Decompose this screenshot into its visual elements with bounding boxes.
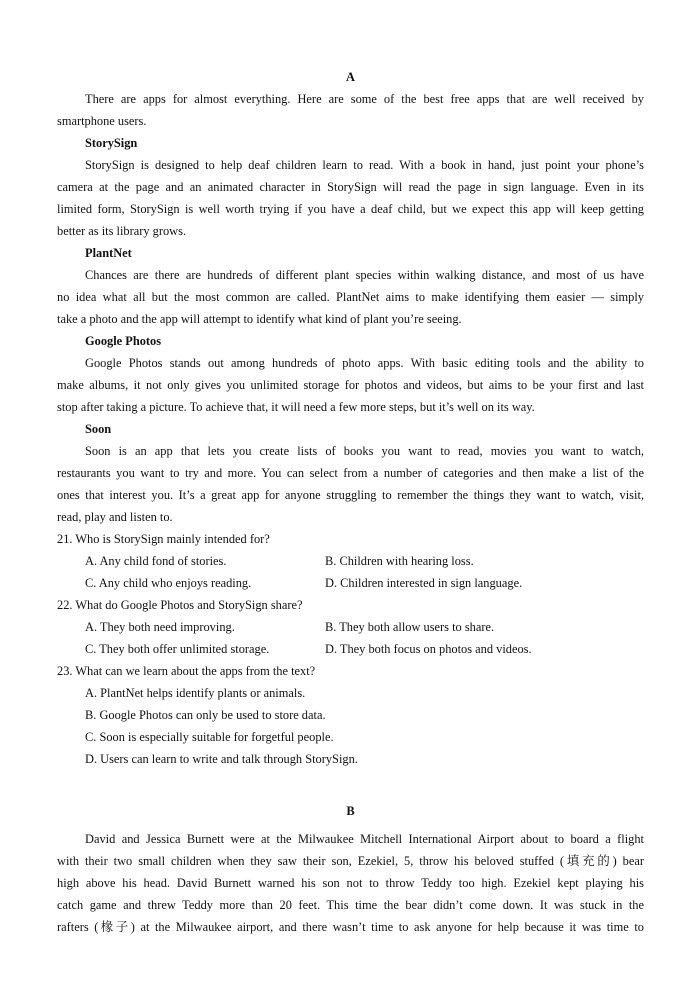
paragraph-line: restaurants you want to try and more. You can select from a number of categories and then make a list of the	[57, 466, 644, 480]
question-21-stem: 21. Who is StorySign mainly intended for?	[57, 532, 270, 546]
question-22-options-row	[57, 638, 644, 660]
question-21-options-row	[57, 550, 644, 572]
paragraph-line: stop after taking a picture. To achieve that, it will need a few more steps, but it’s well on its way.	[57, 400, 535, 414]
paragraph-line: Chances are there are hundreds of different plant species within walking distance, and most of us have	[85, 268, 644, 282]
paragraph-line: limited form, StorySign is well worth trying if you have a deaf child, but we expect this app will keep getting	[57, 202, 644, 216]
document-page	[57, 66, 644, 938]
question-22-stem: 22. What do Google Photos and StorySign share?	[57, 598, 303, 612]
section-a-heading: A	[346, 70, 355, 84]
question-21-options-row	[57, 572, 644, 594]
paragraph-line: StorySign is designed to help deaf children learn to read. With a book in hand, just point your phone’s	[85, 158, 644, 172]
paragraph-line: better as its library grows.	[57, 224, 187, 238]
option-b: B. They both allow users to share.	[325, 620, 495, 634]
intro-line: There are apps for almost everything. Here are some of the best free apps that are well received by	[85, 92, 644, 106]
app-title-soon: Soon	[85, 422, 112, 436]
option-d: D. Children interested in sign language.	[325, 576, 523, 590]
paragraph-line: make albums, it not only gives you unlimited storage for photos and videos, but aims to be your first and last	[57, 378, 644, 392]
option-c: C. They both offer unlimited storage.	[85, 642, 270, 656]
paragraph-line: read, play and listen to.	[57, 510, 173, 524]
option-a: A. They both need improving.	[85, 620, 235, 634]
paragraph-line: David and Jessica Burnett were at the Milwaukee Mitchell International Airport about to board a flight	[85, 832, 644, 846]
option-d: D. They both focus on photos and videos.	[325, 642, 532, 656]
paragraph-line: no idea what all but the most common are called. PlantNet aims to make identifying them easier — simply	[57, 290, 644, 304]
app-title-google-photos: Google Photos	[85, 334, 162, 348]
option-a: A. PlantNet helps identify plants or animals.	[85, 686, 306, 700]
intro-line: smartphone users.	[57, 114, 147, 128]
paragraph-line: take a photo and the app will attempt to identify what kind of plant you’re seeing.	[57, 312, 462, 326]
app-title-storysign: StorySign	[85, 136, 138, 150]
paragraph-line: rafters (椽子) at the Milwaukee airport, and there wasn’t time to ask anyone for help because it was time to	[57, 920, 644, 934]
option-c: C. Any child who enjoys reading.	[85, 576, 252, 590]
question-22-options-row	[57, 616, 644, 638]
option-b: B. Google Photos can only be used to store data.	[85, 708, 326, 722]
option-b: B. Children with hearing loss.	[325, 554, 474, 568]
paragraph-line: Google Photos stands out among hundreds of photo apps. With basic editing tools and the ability to	[85, 356, 644, 370]
option-a: A. Any child fond of stories.	[85, 554, 227, 568]
paragraph-line: with their two small children when they saw their son, Ezekiel, 5, throw his beloved stuffed (填充的) bear	[57, 854, 644, 868]
paragraph-line: ones that interest you. It’s a great app for anyone struggling to remember the things they want to watch, visit,	[57, 488, 644, 502]
paragraph-line: high above his head. David Burnett warned his son not to throw Teddy too high. Ezekiel kept playing his	[57, 876, 644, 890]
paragraph-line: camera at the page and an animated character in StorySign will read the page in sign language. Even in its	[57, 180, 644, 194]
app-title-plantnet: PlantNet	[85, 246, 132, 260]
option-d: D. Users can learn to write and talk through StorySign.	[85, 752, 358, 766]
paragraph-line: catch game and threw Teddy more than 20 feet. This time the bear didn’t come down. It was stuck in the	[57, 898, 644, 912]
section-b-heading: B	[346, 804, 355, 818]
option-c: C. Soon is especially suitable for forgetful people.	[85, 730, 334, 744]
paragraph-line: Soon is an app that lets you create lists of books you want to read, movies you want to watch,	[85, 444, 644, 458]
question-23-stem: 23. What can we learn about the apps from the text?	[57, 664, 316, 678]
